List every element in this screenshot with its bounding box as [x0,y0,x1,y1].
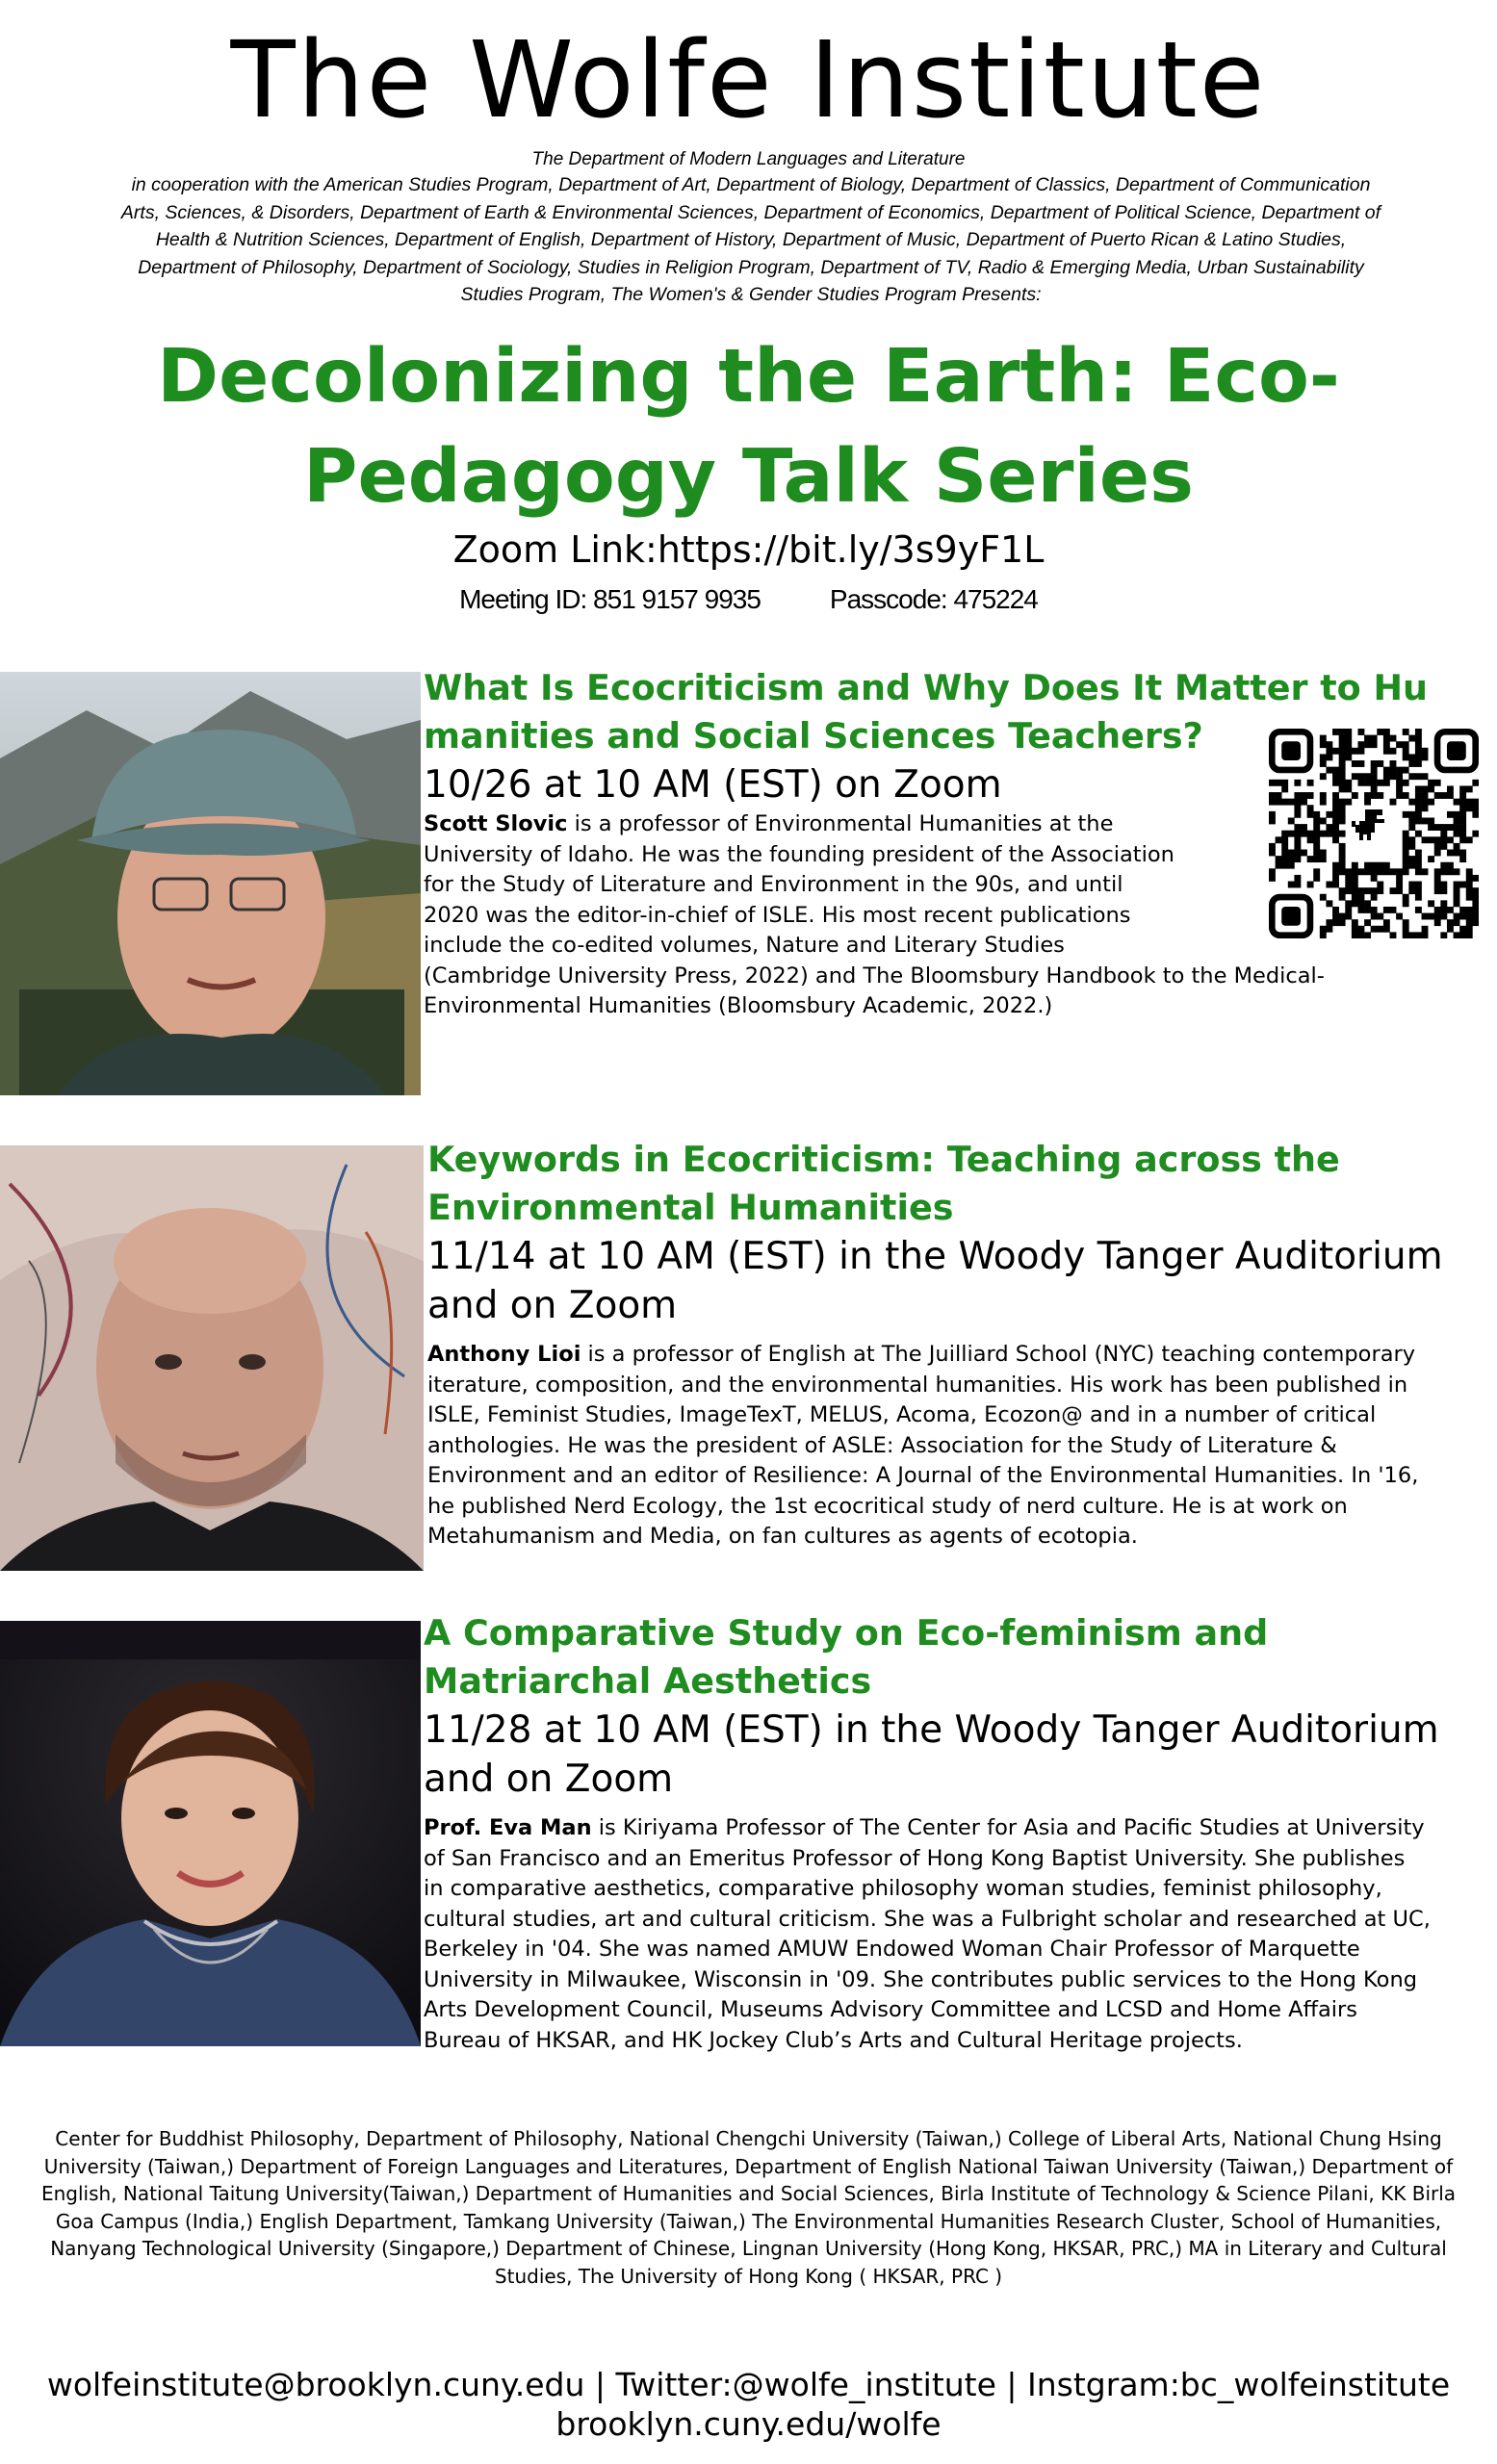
partner-line: Goa Campus (India,) English Department, Tamkang University (Taiwan,) The Environmental Humanities Research Cluster, School of Humanities, [55,2209,1442,2233]
bio-line: Arts Development Council, Museums Advisory Committee and LCSD and Home Affairs [424,1997,1357,2022]
passcode: Passcode: 475224 [829,584,1038,614]
bio-line: anthologies. He was the president of ASLE: Association for the Study of Literature & [427,1432,1337,1458]
bio-line: for the Study of Literature and Environment in the 90s, and until [424,872,1123,897]
bio-line: is a professor of Environmental Humanities at the [567,811,1114,836]
meeting-id: Meeting ID: 851 9157 9935 [459,584,761,614]
bio-line: Berkeley in '04. She was named AMUW Endowed Woman Chair Professor of Marquette [424,1937,1360,1962]
bio-line: is Kiriyama Professor of The Center for Asia and Pacific Studies at University [591,1815,1425,1840]
partner-institutions [10,2125,1487,2290]
speaker-photo-anthony-lioi [0,1145,424,1571]
presenting-department: The Department of Modern Languages and Literature [531,149,966,169]
bio-line: ISLE, Feminist Studies, ImageTexT, MELUS, Acoma, Ecozon@ and in a number of critical [427,1402,1377,1427]
event-datetime [427,1232,1492,1330]
event-title-line: Environmental Humanities [427,1187,954,1228]
cosponsor-line: in cooperation with the American Studies Program, Department of Art, Department of Biology, Department of Classics, Department of Communication [131,174,1371,195]
qr-center-logo [1352,809,1384,840]
speaker-photo-eva-man [0,1621,421,2046]
contact-footer [0,2365,1497,2444]
speaker-name: Scott Slovic [424,811,568,836]
event-datetime [424,1706,1492,1804]
event-title-line: Matriarchal Aesthetics [424,1660,872,1702]
bio-line: include the co-edited volumes, Nature and Literary Studies [424,933,1065,958]
event-datetime-line: and on Zoom [427,1284,678,1327]
event-title [424,1609,1492,1706]
bio-line: of San Francisco and an Emeritus Professor of Hong Kong Baptist University. She publishes [424,1845,1406,1871]
separator: | [995,2366,1028,2403]
bio-line: is a professor of English at The Juilliard School (NYC) teaching contemporary [581,1342,1416,1367]
cosponsor-line: Arts, Sciences, & Disorders, Department of Earth & Environmental Sciences, Department of Economics, Department of Political Science, Department of [120,201,1381,223]
instagram-handle[interactable]: Instgram:bc_wolfeinstitute [1027,2366,1451,2403]
bio-line: University in Milwaukee, Wisconsin in '09. She contributes public services to the Hong Kong [424,1966,1417,1992]
zoom-link-line [0,527,1497,572]
separator: | [584,2366,616,2403]
event-3 [424,1609,1492,2056]
website-link[interactable]: brooklyn.cuny.edu/wolfe [555,2405,942,2443]
bio-line: Environment and an editor of Resilience: A Journal of the Environmental Humanities. In '16, [427,1463,1419,1488]
zoom-link-label: Zoom Link: [452,528,658,571]
partner-line: University (Taiwan,) Department of Foreign Languages and Literatures, Department of English National Taiwan University (Taiwan,) Department of [43,2154,1454,2178]
email-link[interactable]: wolfeinstitute@brooklyn.cuny.edu [46,2366,585,2403]
event-datetime-line: and on Zoom [424,1758,674,1801]
cosponsor-list [10,171,1492,309]
speaker-bio [427,1340,1492,1553]
series-title-line: Decolonizing the Earth: Eco- [157,334,1340,420]
event-title [427,1136,1492,1232]
zoom-link[interactable]: https://bit.ly/3s9yF1L [657,528,1045,571]
bio-line: in comparative aesthetics, comparative philosophy woman studies, feminist philosophy, [424,1876,1382,1901]
speaker-name: Anthony Lioi [427,1342,581,1367]
qr-finder-pattern [1272,897,1310,936]
qr-code[interactable] [1269,729,1479,938]
event-datetime: 10/26 at 10 AM (EST) on Zoom [424,763,1002,807]
bio-line: he published Nerd Ecology, the 1st ecocritical study of nerd culture. He is at work on [427,1493,1348,1519]
bio-line: Bureau of HKSAR, and HK Jockey Club’s Arts and Cultural Heritage projects. [424,2027,1243,2053]
bio-line: Metahumanism and Media, on fan cultures as agents of ecotopia. [427,1524,1138,1549]
twitter-handle[interactable]: Twitter:@wolfe_institute [615,2366,996,2403]
partner-line: Center for Buddhist Philosophy, Department of Philosophy, National Chengchi University (Taiwan,) College of Liberal Arts, National Chung Hsing [55,2127,1442,2150]
event-datetime-line: 11/28 at 10 AM (EST) in the Woody Tanger Auditorium [424,1708,1439,1752]
cosponsor-line: Department of Philosophy, Department of Sociology, Studies in Religion Program, Department of TV, Radio & Emerging Media, Urban Sustainability [138,256,1364,278]
event-datetime-line: 11/14 at 10 AM (EST) in the Woody Tanger Auditorium [427,1235,1443,1278]
meeting-info [0,583,1497,616]
event-2 [427,1136,1492,1553]
speaker-bio [424,1813,1492,2056]
series-title [58,327,1439,527]
series-title-line: Pedagogy Talk Series [303,434,1194,520]
event-title-line: Keywords in Ecocriticism: Teaching across the [427,1139,1340,1180]
qr-finder-pattern [1272,732,1310,770]
partner-line: Nanyang Technological University (Singapore,) Department of Chinese, Lingnan University (Hong Kong, HKSAR, PRC,) MA in Literary and Cultural [50,2237,1447,2260]
partner-line: English, National Taitung University(Taiwan,) Department of Humanities and Social Sciences, Birla Institute of Technology & Science Pilani, KK Birla [40,2182,1457,2205]
cosponsor-line: Health & Nutrition Sciences, Department of English, Department of History, Department of Music, Department of Puerto Rican & Latino Studies, [155,229,1347,250]
bio-line: 2020 was the editor-in-chief of ISLE. His most recent publications [424,902,1131,928]
bio-line: iterature, composition, and the environmental humanities. His work has been published in [427,1372,1408,1398]
bio-line: Environmental Humanities (Bloomsbury Academic, 2022.) [424,993,1053,1018]
institute-title: The Wolfe Institute [230,18,1267,141]
bio-line: cultural studies, art and cultural criticism. She was a Fulbright scholar and researched at UC, [424,1906,1431,1932]
qr-finder-pattern [1437,732,1476,770]
qr-code-image [1269,729,1479,938]
bio-line: University of Idaho. He was the founding president of the Association [424,841,1174,867]
speaker-photo-scott-slovic [0,672,421,1095]
event-title-line: A Comparative Study on Eco-feminism and [424,1612,1269,1654]
speaker-name: Prof. Eva Man [424,1815,592,1840]
bio-line: (Cambridge University Press, 2022) and The Bloomsbury Handbook to the Medical- [424,962,1325,988]
cosponsor-line: Studies Program, The Women's & Gender Studies Program Presents: [460,284,1042,305]
partner-line: Studies, The University of Hong Kong ( HKSAR, PRC ) [494,2264,1003,2288]
event-title-line: What Is Ecocriticism and Why Does It Matter to Hu [424,667,1428,708]
event-title-line: manities and Social Sciences Teachers? [424,715,1203,757]
